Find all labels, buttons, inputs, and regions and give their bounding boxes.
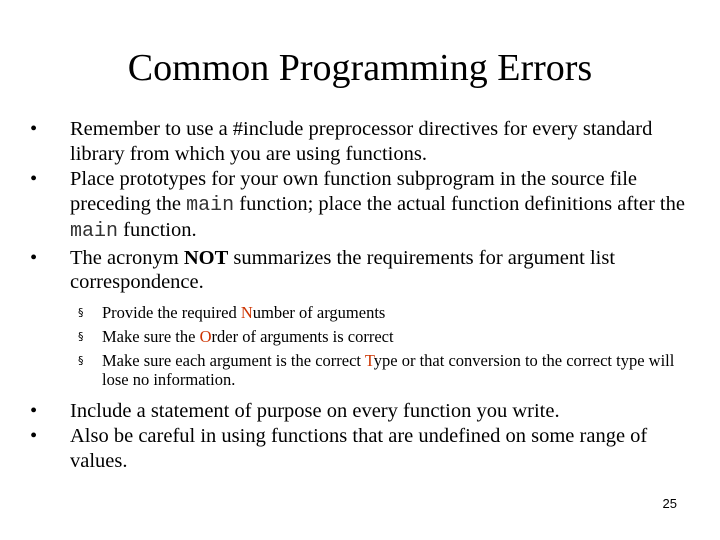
bullet-text: function; place the actual function definitions after the	[234, 192, 685, 215]
sub-bullet-text: rder of arguments is correct	[211, 326, 394, 346]
sub-bullet-text: Provide the required	[102, 302, 241, 322]
bullet-dot-icon: •	[30, 118, 38, 140]
slide-body	[28, 117, 694, 474]
bullet-text: Remember to use a #include preprocessor directives for every standard library from which you are using functions.	[70, 118, 653, 165]
bullet-text: summarizes the requirements for argument list correspondence.	[70, 246, 616, 293]
code-main: main	[70, 220, 119, 243]
acronym-not: NOT	[183, 246, 229, 269]
code-main: main	[186, 193, 235, 217]
bullet-dot-icon: •	[30, 168, 38, 190]
sub-bullet-order	[28, 327, 694, 346]
sub-bullet-text: Make sure each argument is the correct	[102, 350, 365, 370]
bullet-dot-icon: •	[30, 246, 38, 269]
bullet-text: Place prototypes for your own function subprogram in the source file preceding the	[70, 168, 638, 215]
bullet-text: Also be careful in using functions that are undefined on some range of values.	[70, 425, 648, 472]
acronym-letter-t: T	[364, 350, 374, 370]
bullet-purpose-statement	[28, 399, 694, 424]
bullet-text: function.	[118, 219, 197, 241]
section-sign-icon: §	[78, 329, 84, 343]
sub-bullet-number	[28, 303, 694, 322]
section-sign-icon: §	[78, 353, 84, 367]
slide-title: Common Programming Errors	[127, 47, 593, 89]
bullet-dot-icon: •	[30, 399, 38, 422]
sub-bullet-type	[28, 351, 694, 389]
acronym-letter-o: O	[199, 326, 212, 346]
sub-bullet-text: Make sure the	[102, 326, 200, 346]
bullet-prototypes	[28, 167, 694, 245]
sub-bullet-text: ype or that conversion to the correct type will lose no information.	[102, 350, 675, 389]
slide-number: 25	[662, 496, 677, 511]
bullet-dot-icon: •	[30, 425, 38, 447]
sub-bullet-text: umber of arguments	[252, 302, 386, 322]
sub-bullet-list	[28, 303, 694, 389]
section-sign-icon: §	[78, 305, 84, 319]
bullet-text: Include a statement of purpose on every function you write.	[70, 399, 560, 422]
bullet-text: The acronym	[70, 246, 184, 269]
acronym-letter-n: N	[240, 302, 253, 322]
bullet-include-directives	[28, 117, 694, 166]
bullet-not-acronym	[28, 246, 694, 295]
bullet-undefined-functions	[28, 424, 694, 473]
